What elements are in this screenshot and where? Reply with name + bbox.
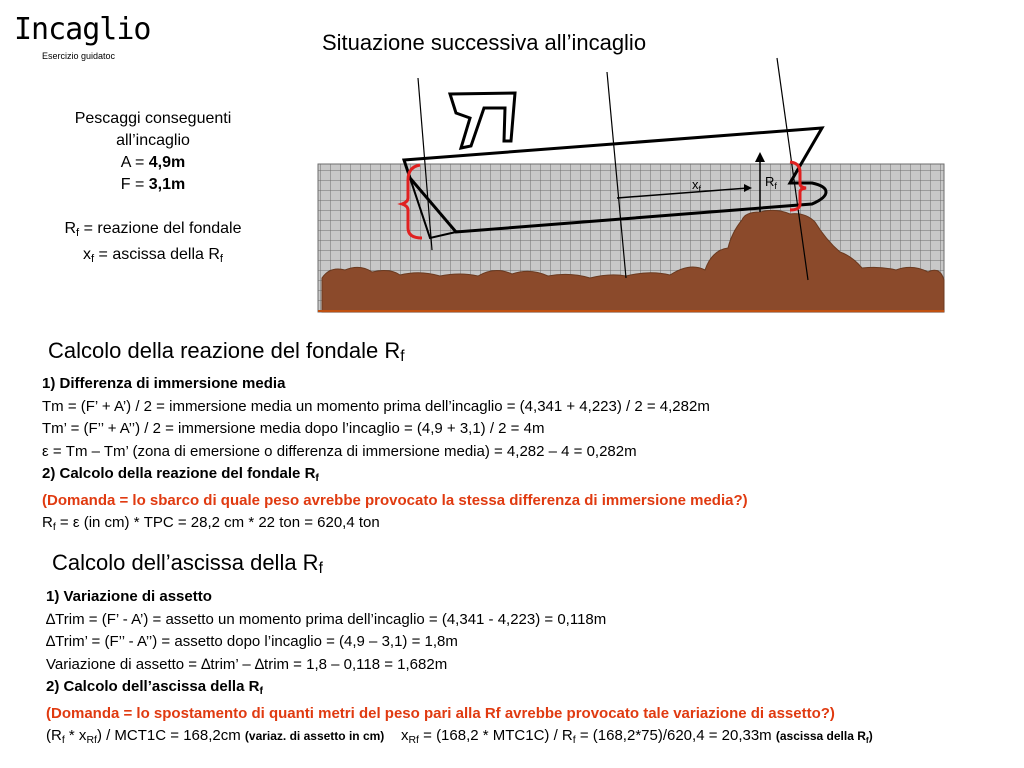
draft-heading-line2: all’incaglio (116, 132, 190, 149)
section1-result-sub: f (52, 521, 56, 533)
section1-question: (Domanda = lo sbarco di quale peso avrebbe provocato la stessa differenza di immersione media?) (42, 491, 748, 509)
section1-result (42, 512, 748, 539)
fore-draft-label: F = (120, 176, 149, 193)
scene-title: Situazione successiva all’incaglio (322, 30, 647, 55)
rf-diagram-label: $R_f$ (765, 174, 777, 191)
section1-heading-sub: f (400, 348, 405, 365)
slide-title: Incaglio (14, 12, 151, 47)
section2-body (46, 586, 873, 752)
formula-note2-close: ) (868, 729, 873, 743)
section2-line3: Variazione di assetto = ∆trim’ – ∆trim = 1,8 – 0,118 = 1,682m (46, 655, 448, 673)
section1-item2 (42, 463, 748, 490)
section1-line1: Tm = (F’ + A’) / 2 = immersione media un momento prima dell’incaglio = (4,341 + 4,223) / 2 = 4,282m (42, 397, 710, 415)
section2-item2-text: 2) Calcolo dell’ascissa della R (46, 678, 260, 695)
formula-part1-sub: f (61, 734, 65, 746)
xf-diagram-label: $x_f$ (692, 177, 702, 194)
aft-draft-label: A = (120, 154, 149, 171)
formula-part1: (R (46, 727, 62, 744)
section1-item2-sub: f (315, 472, 319, 484)
section2-formula (46, 725, 873, 752)
section2-line1: ∆Trim = (F’ - A’) = assetto un momento prima dell’incaglio = (4,341 - 4,223) = 0,118m (46, 610, 607, 628)
section2-heading-sub: f (318, 560, 323, 577)
aft-draft-value: 4,9m (148, 154, 186, 171)
ship-bridge (450, 93, 515, 148)
section1-item2-text: 2) Calcolo della reazione del fondale R (42, 465, 316, 482)
formula-part7: = (168,2*75)/620,4 = 20,33m (575, 727, 776, 744)
section1-line2: Tm’ = (F’’ + A’’) / 2 = immersione media dopo l’incaglio = (4,9 + 3,1) / 2 = 4m (42, 420, 545, 437)
xf-symbol: x (82, 246, 91, 263)
fore-draft-value: 3,1m (148, 176, 186, 193)
formula-note1: (variaz. di assetto in cm) (244, 729, 385, 743)
slide-subtitle: Esercizio guidatoc (42, 51, 116, 61)
formula-part6-sub: f (572, 734, 576, 746)
formula-part5-sub: Rf (408, 734, 419, 746)
formula-note2 (776, 729, 873, 743)
formula-part2: * x (64, 727, 87, 744)
section1-result-symbol: R (42, 514, 53, 531)
section2-heading-text: Calcolo dell’ascissa della R (52, 550, 319, 575)
formula-part2-sub: Rf (86, 734, 97, 746)
section2-line2: ∆Trim’ = (F’’ - A’’) = assetto dopo l’incaglio = (4,9 – 3,1) = 1,8m (46, 633, 458, 650)
draft-heading-line1: Pescaggi conseguenti (74, 110, 232, 127)
section1-heading (48, 338, 405, 366)
section1-body (42, 373, 748, 539)
xf-description-subscript: f (219, 253, 224, 265)
rf-symbol: R (64, 220, 77, 237)
section1-result-text: = ε (in cm) * TPC = 28,2 cm * 22 ton = 620,4 ton (55, 514, 380, 531)
section2-item1: 1) Variazione di assetto (46, 588, 212, 605)
section2-item2 (46, 676, 873, 703)
formula-part5: x (384, 727, 409, 744)
xf-description: = ascissa della R (94, 246, 220, 263)
formula-part6: = (168,2 * MTC1C) / R (418, 727, 573, 744)
section2-item2-sub: f (259, 685, 263, 697)
section2-question: (Domanda = lo spostamento di quanti metri del peso pari alla Rf avrebbe provocato tale variazione di assetto?) (46, 704, 835, 722)
section1-heading-text: Calcolo della reazione del fondale R (48, 338, 401, 363)
formula-part3: ) / MCT1C = 168,2cm (96, 727, 245, 744)
section1-item1: 1) Differenza di immersione media (42, 375, 286, 392)
formula-note2-text: (ascissa della R (775, 729, 866, 743)
section1-line3: ε = Tm – Tm’ (zona di emersione o differenza di immersione media) = 4,282 – 4 = 0,282m (42, 442, 637, 460)
xf-subscript: f (90, 253, 95, 265)
rf-subscript: f (76, 227, 80, 239)
rf-description: = reazione del fondale (79, 220, 242, 237)
formula-note2-sub: f (865, 735, 869, 745)
section2-heading (52, 550, 323, 578)
